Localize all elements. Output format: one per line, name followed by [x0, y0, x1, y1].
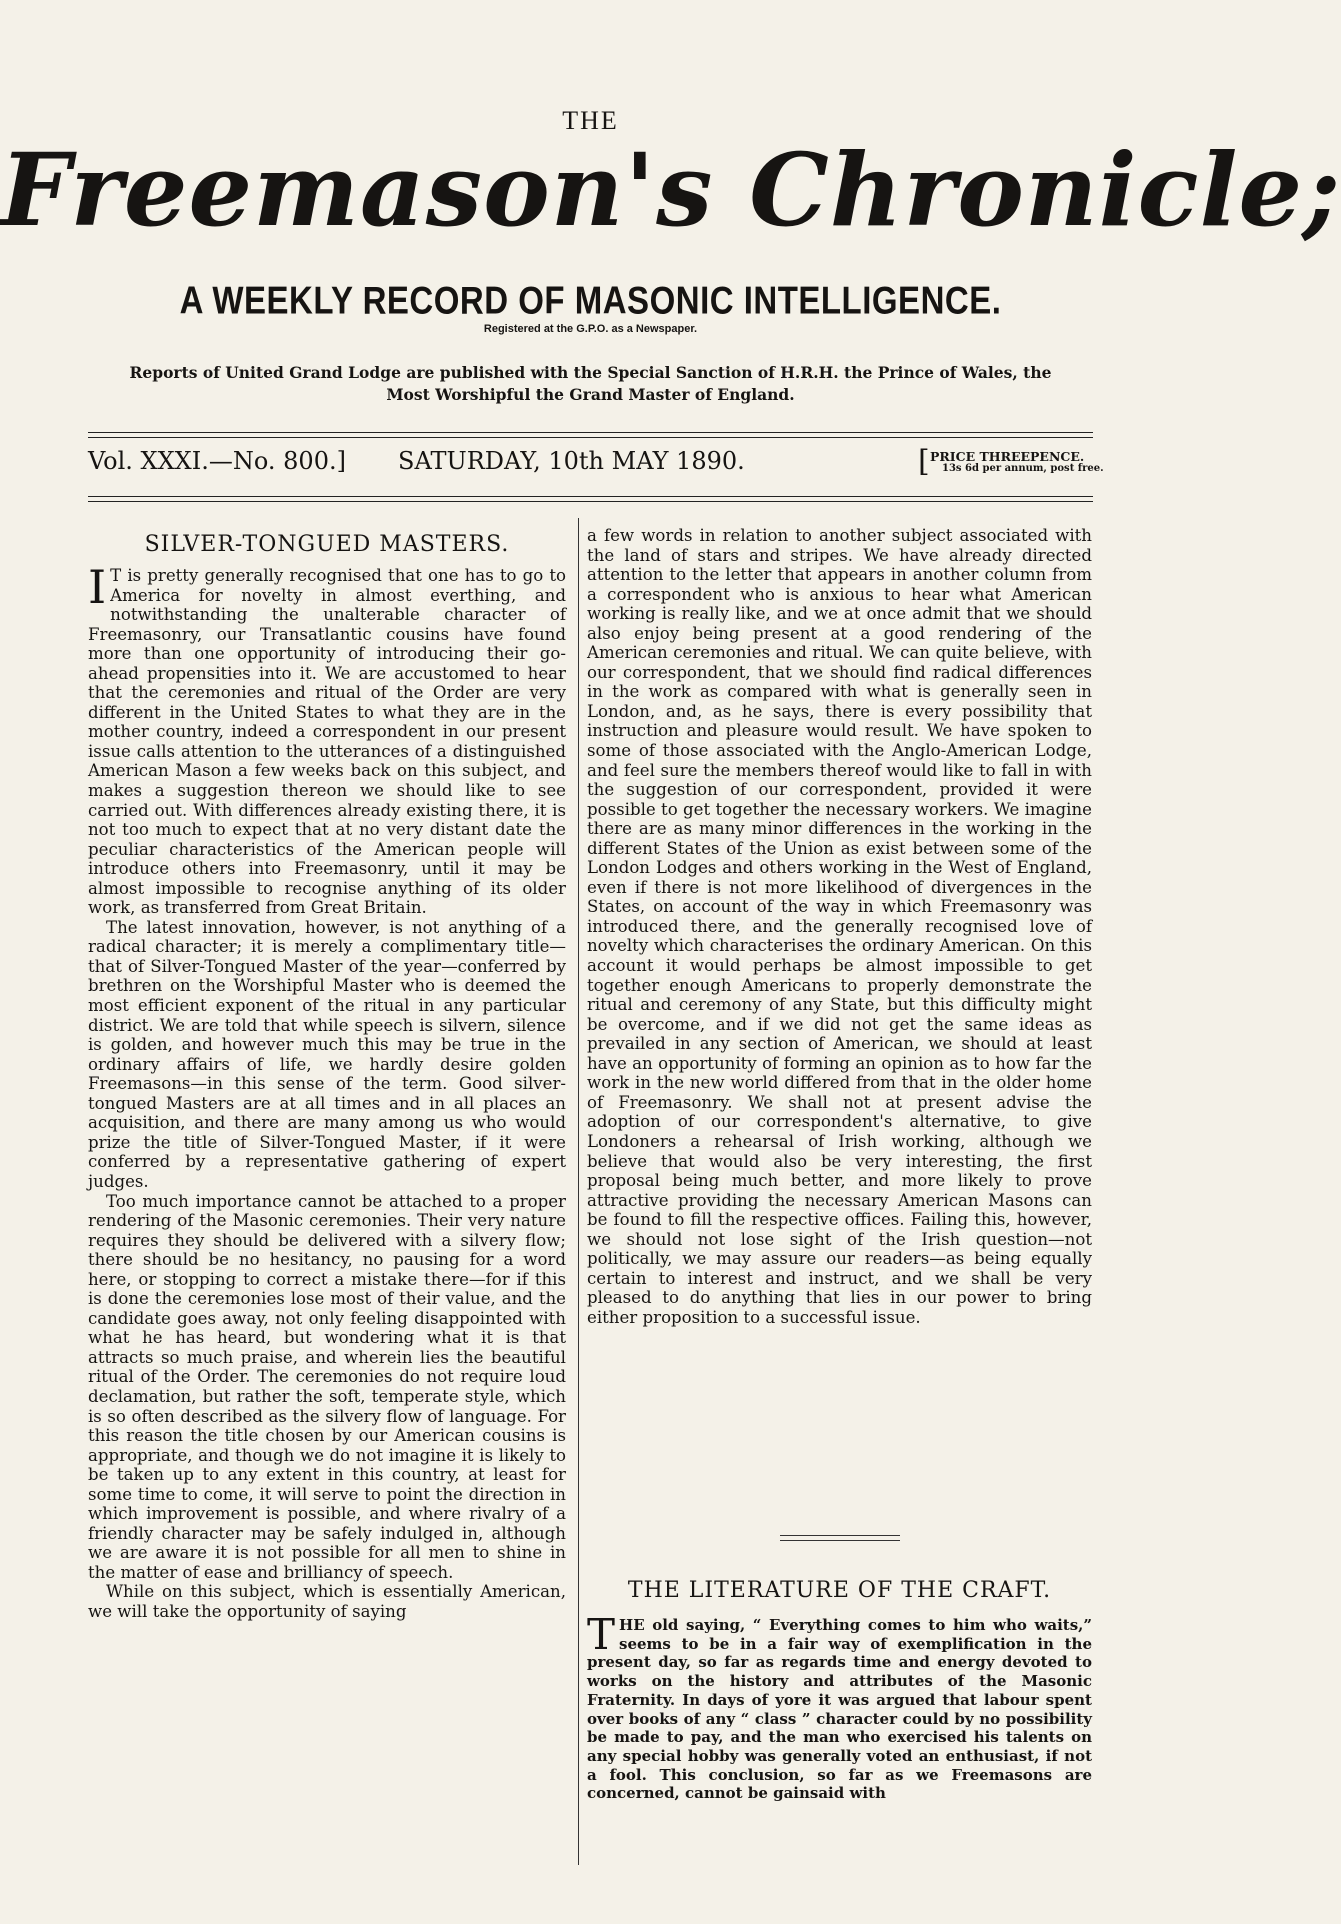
- registration-note: Registered at the G.P.O. as a Newspaper.: [483, 323, 698, 335]
- article-paragraph: [587, 1610, 1092, 1803]
- drop-cap: I: [88, 560, 107, 614]
- article-title-literature: THE LITERATURE OF THE CRAFT.: [627, 1578, 1052, 1603]
- sanction-note: Reports of United Grand Lodge are published with the Special Sanction of H.R.H. the Prince of Wales, the Most Worshipful the Grand Master of England.: [129, 363, 1052, 404]
- paragraph-text: HE old saying, “ Everything comes to him who waits,” seems to be in a fair way of exemplification in the present day, so far as regards time and energy devoted to works on the history and attributes of the Masonic Fraternity. In days of yore it was argued that labour spent over books of any “ class ” character could by no possibility be made to pay, and the man who exercised his talents on any special hobby was generally voted an enthusiast, if not a fool. This conclusion, so far as we Freemasons are concerned, cannot be gainsaid with: [587, 1616, 1092, 1803]
- paragraph-text: T is pretty generally recognised that one has to go to America for novelty in almost everthing, and notwithstanding the unalterable character of Freemasonry, our Transatlantic cousins have found more than one opportunity of introducing their go-ahead propensities into it. We are accustomed to hear that the ceremonies and ritual of the Order are very different in the United States to what they are in the mother country, indeed a correspondent in our present issue calls attention to the utterances of a distinguished American Mason a few weeks back on this subject, and makes a suggestion thereon we should like to see carried out. With differences already existing there, it is not too much to expect that at no very distant date the peculiar characteristics of the American people will introduce others into Freemasonry, until it may be almost impossible to recognise anything of its older work, as transferred from Great Britain.: [88, 566, 566, 918]
- article-title-silver-tongued: SILVER-TONGUED MASTERS.: [144, 532, 510, 557]
- masthead-title: Freemason's Chronicle;: [0, 131, 1341, 249]
- price-annual: 13s 6d per annum, post free.: [942, 463, 1104, 474]
- price-bracket: [: [918, 444, 930, 479]
- issue-date: SATURDAY, 10th MAY 1890.: [398, 447, 745, 475]
- section-separator: [780, 1540, 900, 1541]
- masthead-the: THE: [562, 106, 619, 135]
- column-divider: [578, 518, 579, 1865]
- article-column-literature: [587, 1610, 1092, 1803]
- masthead-subtitle: A WEEKLY RECORD OF MASONIC INTELLIGENCE.: [179, 278, 1002, 322]
- article-paragraph: [88, 560, 566, 918]
- rule-mid-2: [88, 501, 1093, 502]
- section-separator: [780, 1535, 900, 1536]
- rule-top-2: [88, 437, 1093, 438]
- drop-cap: T: [587, 1610, 616, 1659]
- issue-line: [88, 444, 1104, 481]
- article-paragraph: Too much importance cannot be attached to a proper rendering of the Masonic ceremonies. Their very nature requires they should be delivered with a silvery flow; there should be no hesitancy, no pausing for a word here, or stopping to correct a mistake there—for if this is done the ceremonies lose most of their value, and the candidate goes away, not only feeling disappointed with what he has heard, but wondering what it is that attracts so much praise, and wherein lies the beautiful ritual of the Order. The ceremonies do not require loud declamation, but rather the soft, temperate style, which is so often described as the silvery flow of language. For this reason the title chosen by our American cousins is appropriate, and though we do not imagine it is likely to be taken up to any extent in this country, at least for some time to come, it will serve to point the direction in which improvement is possible, and where rivalry of a friendly character may be safely indulged in, although we are aware it is not possible for all men to shine in the matter of ease and brilliancy of speech.: [88, 1191, 566, 1582]
- rule-top-1: [88, 432, 1093, 433]
- rule-mid-1: [88, 496, 1093, 497]
- article-column-right: [587, 526, 1092, 1327]
- price-label: PRICE THREEPENCE.: [930, 449, 1085, 464]
- article-column-left: [88, 560, 566, 1622]
- article-paragraph: The latest innovation, however, is not anything of a radical character; it is merely a complimentary title—that of Silver-Tongued Master of the year—conferred by brethren on the Worshipful Master who is deemed the most efficient exponent of the ritual in any particular district. We are told that while speech is silvern, silence is golden, and however much this may be true in the ordinary affairs of life, we hardly desire golden Freemasons—in this sense of the term. Good silver-tongued Masters are at all times and in all places an acquisition, and there are many among us who would prize the title of Silver-Tongued Master, if it were conferred by a representative gathering of expert judges.: [88, 917, 566, 1191]
- article-paragraph: a few words in relation to another subject associated with the land of stars and stripes. We have already directed attention to the letter that appears in another column from a correspondent who is anxious to hear what American working is really like, and we at once admit that we should also enjoy being present at a good rendering of the American ceremonies and ritual. We can quite believe, with our correspondent, that we should find radical differences in the work as compared with what is generally seen in London, and, as he says, there is every possibility that instruction and pleasure would result. We have spoken to some of those associated with the Anglo-American Lodge, and feel sure the members thereof would like to fall in with the suggestion of our correspondent, provided it were possible to get together the necessary workers. We imagine there are as many minor differences in the working in the different States of the Union as exist between some of the London Lodges and others working in the West of England, even if there is not more likelihood of divergences in the States, on account of the way in which Freemasonry was introduced there, and the generally recognised love of novelty which characterises the ordinary American. On this account it would perhaps be almost impossible to get together enough Americans to properly demonstrate the ritual and ceremony of any State, but this difficulty might be overcome, and if we did not get the same ideas as prevailed in any section of American, we should at least have an opportunity of forming an opinion as to how far the work in the new world differed from that in the older home of Freemasonry. We shall not at present advise the adoption of our correspondent's alternative, to give Londoners a rehearsal of Irish working, although we believe that would also be very interesting, the first proposal being much better, and more likely to prove attractive providing the necessary American Masons can be found to fill the respective offices. Failing this, however, we should not lose sight of the Irish question—not politically, we may assure our readers—as being equally certain to interest and instruct, and we shall be very pleased to do anything that lies in our power to bring either proposition to a successful issue.: [587, 526, 1092, 1327]
- volume-number: Vol. XXXI.—No. 800.]: [88, 447, 346, 475]
- article-paragraph: While on this subject, which is essentially American, we will take the opportunity of saying: [88, 1582, 566, 1621]
